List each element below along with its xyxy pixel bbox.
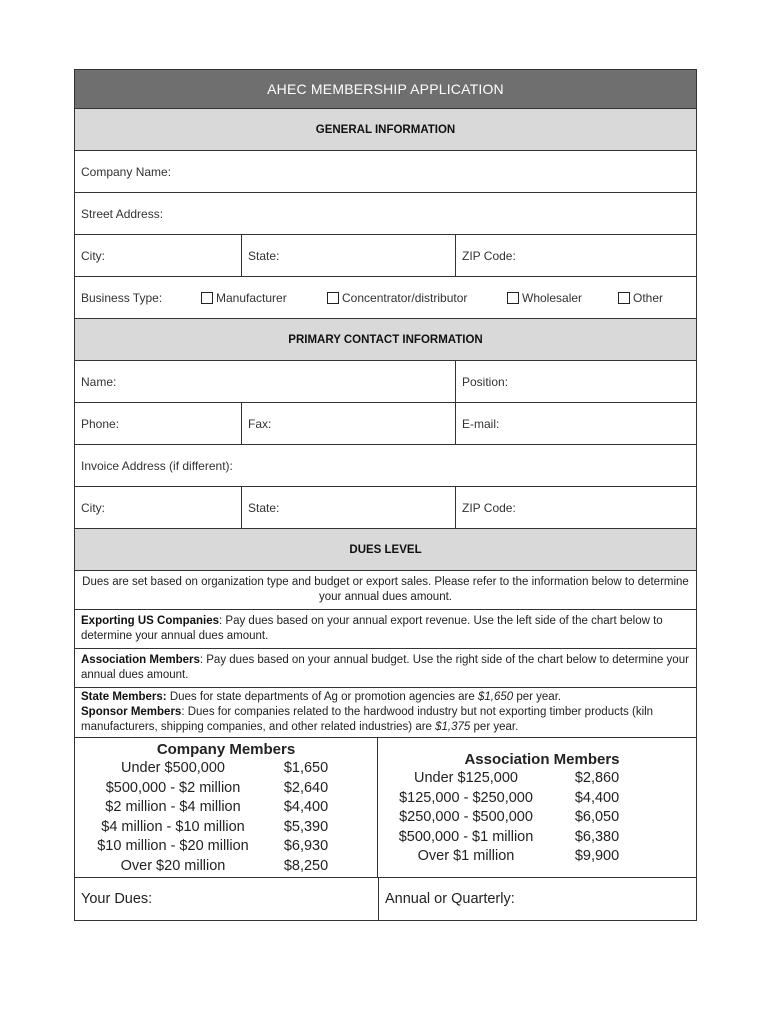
tier-range: $4 million - $10 million bbox=[101, 818, 245, 835]
company-tier-row bbox=[75, 759, 377, 779]
tier-range: $500,000 - $2 million bbox=[105, 779, 241, 796]
tier-amount: $9,900 bbox=[574, 848, 620, 864]
association-row bbox=[75, 648, 696, 687]
sponsor-members-suffix: per year. bbox=[470, 721, 519, 733]
tier-amount: $6,050 bbox=[574, 809, 620, 825]
form-title: AHEC MEMBERSHIP APPLICATION bbox=[75, 70, 696, 108]
checkbox-box[interactable] bbox=[201, 292, 213, 304]
checkbox-label: Manufacturer bbox=[216, 290, 287, 305]
state-sponsor-text bbox=[75, 688, 696, 737]
exporting-label: Exporting US Companies bbox=[81, 615, 220, 627]
company-tier-row bbox=[75, 818, 377, 838]
state-members-suffix: per year. bbox=[513, 691, 562, 703]
tier-amount: $4,400 bbox=[283, 799, 329, 815]
tier-amount: $2,860 bbox=[574, 770, 620, 786]
phone-field[interactable]: Phone: bbox=[81, 416, 120, 431]
tier-range: Under $125,000 bbox=[414, 770, 518, 786]
checkbox-wholesaler[interactable] bbox=[507, 291, 618, 305]
contact-city-field[interactable]: City: bbox=[81, 500, 105, 515]
your-dues-field[interactable]: Your Dues: bbox=[81, 891, 153, 907]
fax-field[interactable]: Fax: bbox=[241, 403, 455, 444]
exporting-row bbox=[75, 609, 696, 648]
checkbox-label: Concentrator/distributor bbox=[342, 290, 468, 305]
dues-section-row bbox=[75, 528, 696, 570]
dues-chart bbox=[75, 737, 696, 877]
checkbox-concentrator[interactable] bbox=[327, 291, 507, 305]
street-address-row bbox=[75, 192, 696, 234]
state-members-text: Dues for state departments of Ag or promotion agencies are bbox=[166, 691, 478, 703]
tier-amount: $5,390 bbox=[283, 818, 329, 835]
tier-amount: $2,640 bbox=[283, 779, 329, 796]
tier-range: $10 million - $20 million bbox=[97, 838, 249, 854]
company-tier-row bbox=[75, 857, 377, 877]
association-description: : Pay dues based on your annual budget. Use the right side of the chart below to determine your annual dues amount. bbox=[81, 654, 689, 681]
tier-range: Over $20 million bbox=[120, 857, 226, 874]
state-members-line bbox=[81, 690, 690, 705]
phone-fax-email-row bbox=[75, 402, 696, 444]
association-tier-row bbox=[378, 789, 696, 809]
association-label: Association Members bbox=[81, 654, 200, 666]
dues-intro-row bbox=[75, 570, 696, 609]
tier-amount: $1,650 bbox=[283, 760, 329, 776]
association-tier-row bbox=[378, 828, 696, 848]
tier-range: $2 million - $4 million bbox=[105, 799, 241, 815]
sponsor-members-amount: $1,375 bbox=[435, 721, 471, 733]
sponsor-members-text: : Dues for companies related to the hardwood industry but not exporting timber products (kiln manufacturers, shipping companies, and other related industries) are bbox=[81, 706, 654, 733]
tier-range: $500,000 - $1 million bbox=[398, 828, 534, 845]
state-field[interactable]: State: bbox=[241, 235, 455, 276]
company-tier-row bbox=[75, 798, 377, 818]
association-members-column bbox=[378, 738, 696, 877]
contact-section-row bbox=[75, 318, 696, 360]
form-title-row bbox=[75, 70, 696, 108]
contact-info-heading: PRIMARY CONTACT INFORMATION bbox=[75, 319, 696, 360]
business-type-row bbox=[75, 276, 696, 318]
position-field[interactable]: Position: bbox=[455, 361, 696, 402]
email-field[interactable]: E-mail: bbox=[455, 403, 696, 444]
company-name-row bbox=[75, 150, 696, 192]
frequency-field[interactable]: Annual or Quarterly: bbox=[378, 878, 696, 920]
sponsor-members-label: Sponsor Members bbox=[81, 706, 182, 718]
checkbox-label: Wholesaler bbox=[522, 290, 583, 305]
tier-range: Under $500,000 bbox=[121, 760, 225, 776]
contact-zip-field[interactable]: ZIP Code: bbox=[455, 487, 696, 528]
company-tier-row bbox=[75, 837, 377, 857]
checkbox-manufacturer[interactable] bbox=[201, 291, 327, 305]
tier-amount: $4,400 bbox=[574, 789, 620, 806]
sponsor-members-line bbox=[81, 705, 690, 735]
city-field[interactable]: City: bbox=[81, 248, 105, 263]
checkbox-box[interactable] bbox=[618, 292, 630, 304]
checkbox-box[interactable] bbox=[507, 292, 519, 304]
checkbox-box[interactable] bbox=[327, 292, 339, 304]
association-text bbox=[75, 649, 696, 687]
tier-amount: $6,380 bbox=[574, 828, 620, 845]
contact-city-state-zip-row bbox=[75, 486, 696, 528]
dues-intro-text: Dues are set based on organization type and budget or export sales. Please refer to the information below to determine your annual dues amount. bbox=[82, 576, 689, 603]
association-tier-row bbox=[378, 847, 696, 867]
exporting-text bbox=[75, 610, 696, 648]
general-info-heading: GENERAL INFORMATION bbox=[75, 109, 696, 150]
your-dues-row bbox=[75, 877, 696, 920]
dues-level-heading: DUES LEVEL bbox=[75, 529, 696, 570]
general-section-row bbox=[75, 108, 696, 150]
state-sponsor-row bbox=[75, 687, 696, 737]
business-type-label: Business Type: bbox=[81, 290, 163, 305]
business-type-group bbox=[75, 277, 696, 318]
association-tier-row bbox=[378, 769, 696, 789]
tier-range: $125,000 - $250,000 bbox=[399, 789, 533, 806]
membership-form bbox=[74, 69, 697, 921]
invoice-address-field[interactable]: Invoice Address (if different): bbox=[81, 458, 233, 473]
company-members-heading: Company Members bbox=[156, 741, 296, 758]
company-members-column bbox=[75, 738, 378, 877]
exporting-description: : Pay dues based on your annual export revenue. Use the left side of the chart below to determine your annual dues amount. bbox=[81, 615, 663, 642]
contact-state-field[interactable]: State: bbox=[241, 487, 455, 528]
association-tier-row bbox=[378, 808, 696, 828]
tier-amount: $6,930 bbox=[283, 838, 329, 854]
invoice-address-row bbox=[75, 444, 696, 486]
association-members-heading: Association Members bbox=[464, 751, 620, 768]
name-position-row bbox=[75, 360, 696, 402]
checkbox-label: Other bbox=[633, 290, 664, 305]
company-tier-row bbox=[75, 779, 377, 799]
contact-name-field[interactable]: Name: bbox=[81, 374, 117, 389]
zip-field[interactable]: ZIP Code: bbox=[455, 235, 696, 276]
tier-range: Over $1 million bbox=[417, 848, 515, 864]
street-address-field[interactable]: Street Address: bbox=[81, 206, 164, 221]
city-state-zip-row bbox=[75, 234, 696, 276]
tier-range: $250,000 - $500,000 bbox=[399, 809, 533, 825]
company-name-field[interactable]: Company Name: bbox=[81, 164, 172, 179]
checkbox-other[interactable] bbox=[618, 291, 663, 305]
state-members-amount: $1,650 bbox=[477, 691, 514, 703]
state-members-label: State Members: bbox=[81, 691, 167, 703]
tier-amount: $8,250 bbox=[283, 857, 329, 874]
